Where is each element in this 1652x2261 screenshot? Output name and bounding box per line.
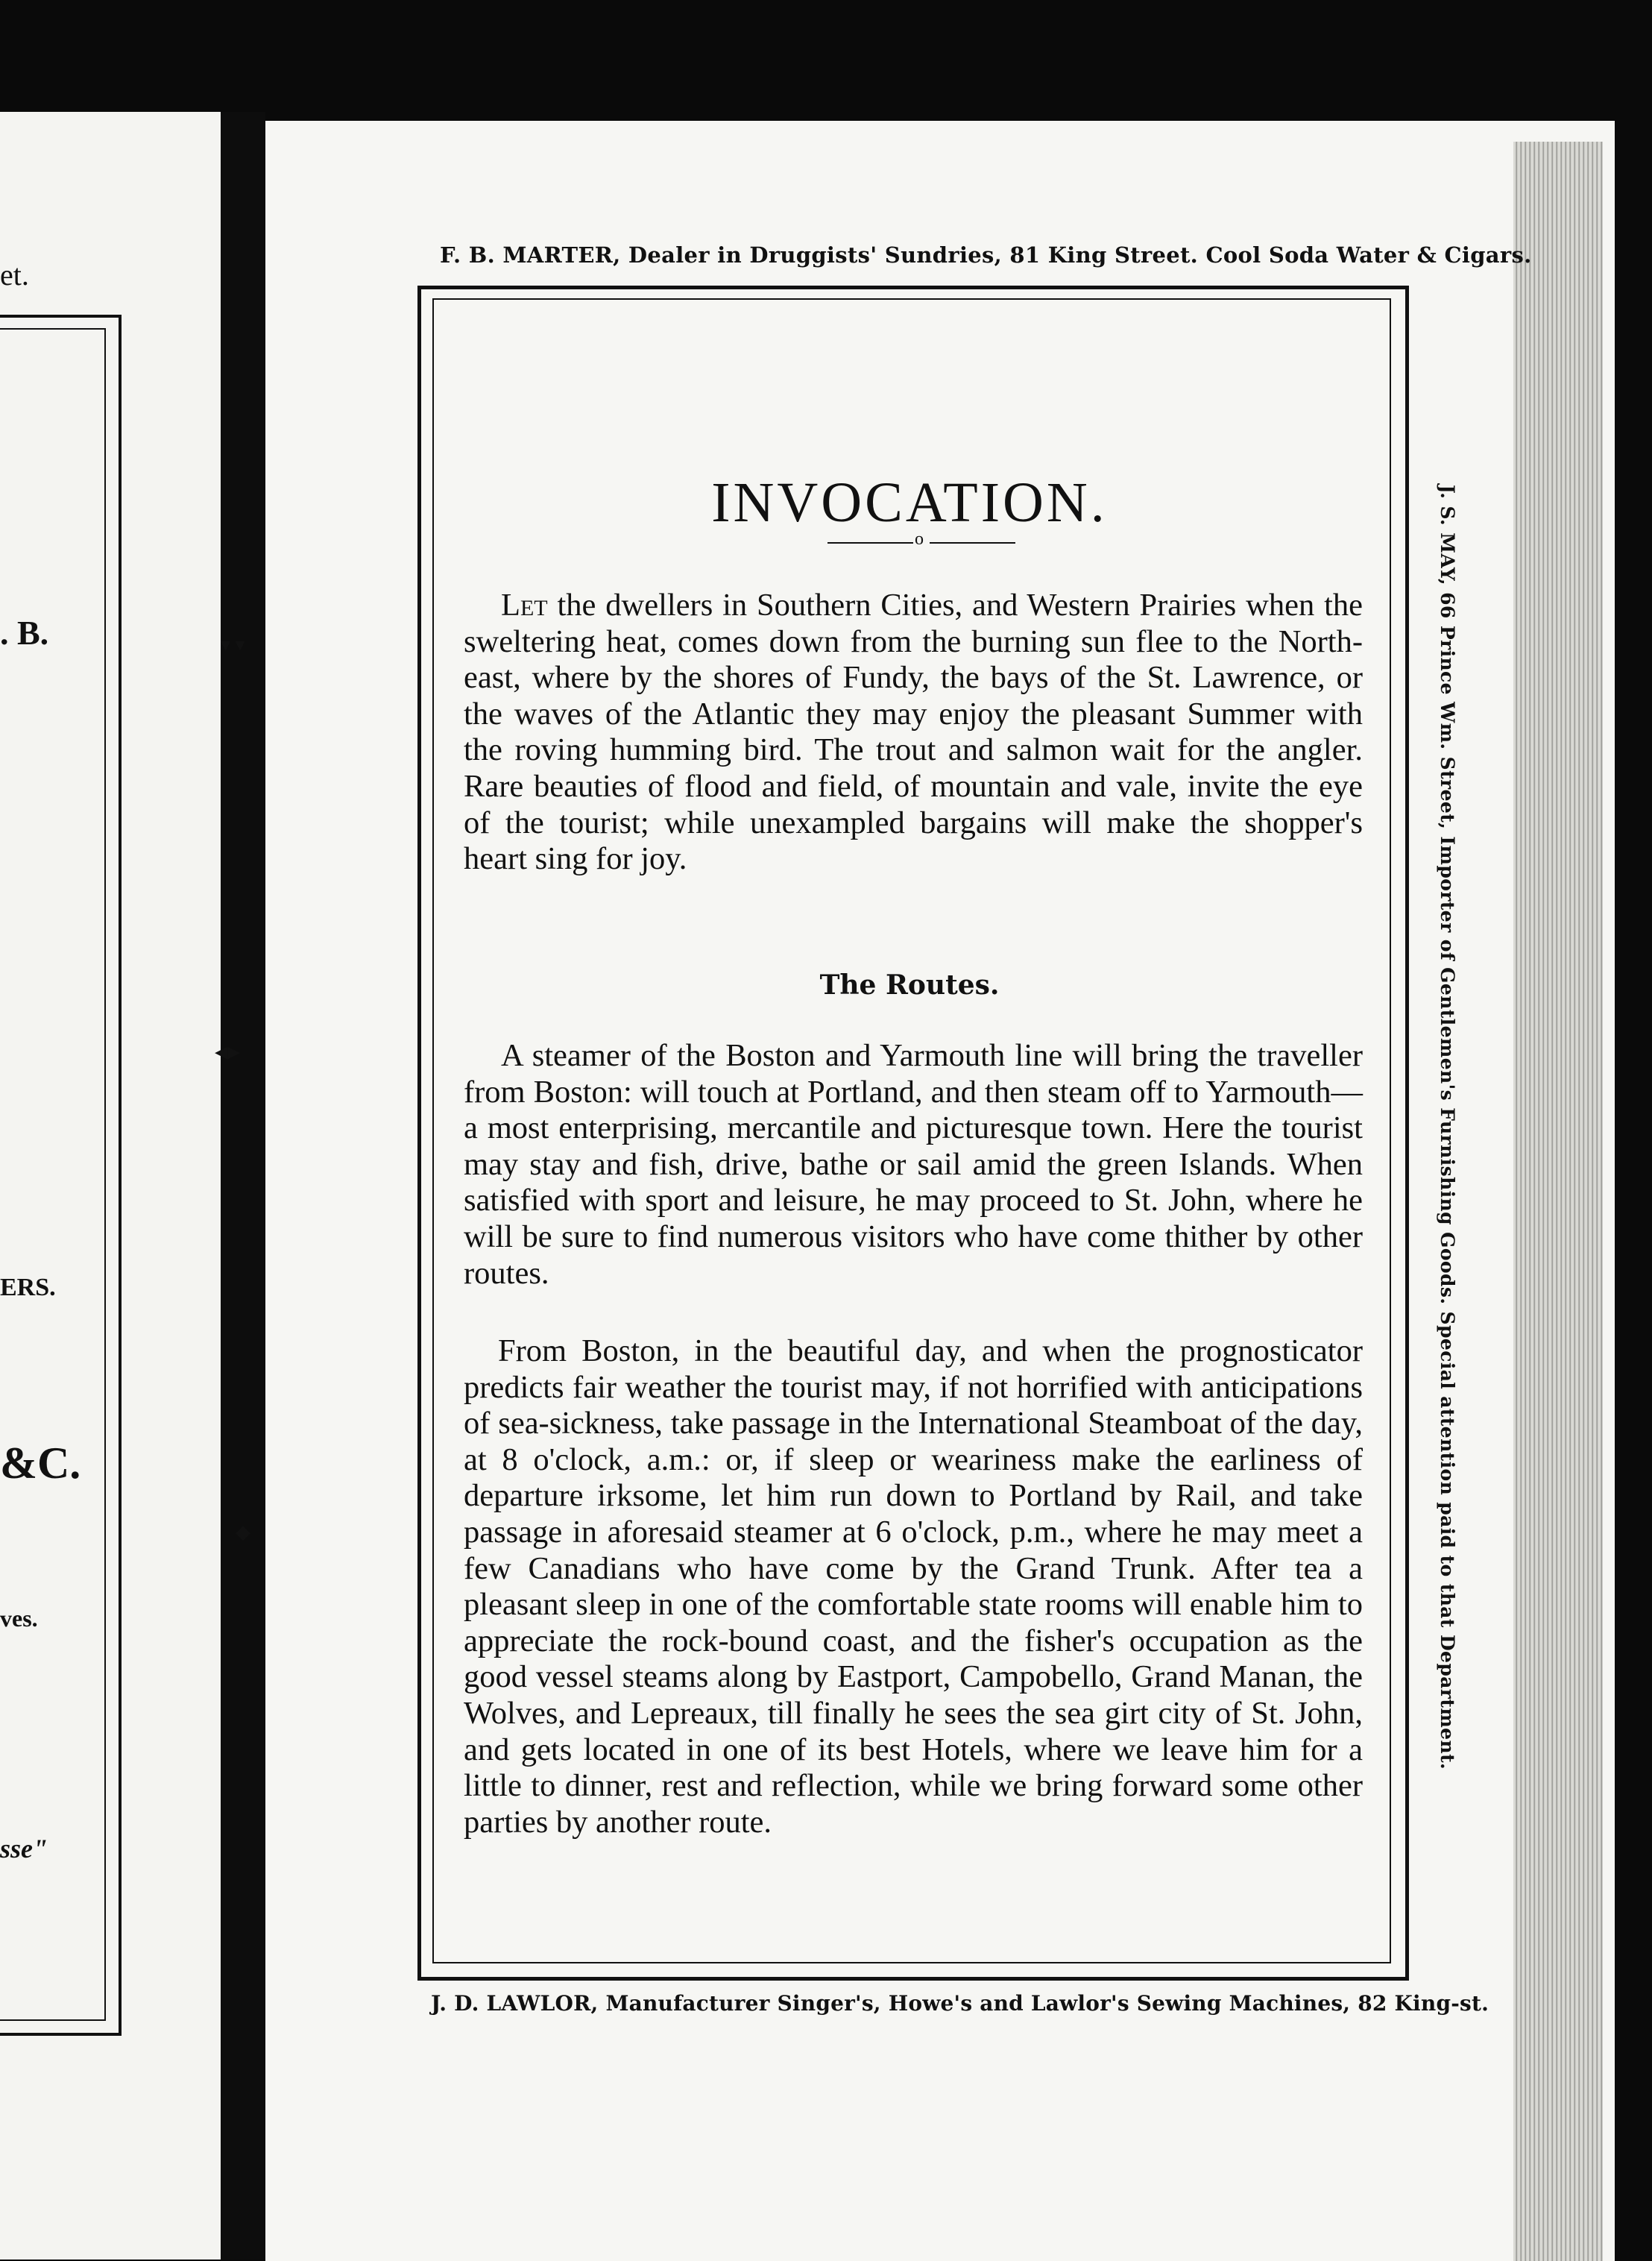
routes-paragraph-2: From Boston, in the beautiful day, and when the prognosticator predicts fair weather the tourist may, if not horrified with anticipations of sea-sickness, take passage in the International Steamboat of the day, at 8 o'clock, a.m.: or, if sleep or weariness make the earliness of departure irksome, let him run down to Portland by Rail, and take passage in aforesaid steamer at 6 o'clock, p.m., where he may meet a few Canadians who have come by the Grand Trunk. After tea a pleasant sleep in one of the comfortable state rooms will enable him to appreciate the rock-bound coast, and the fisher's occupation as the good vessel steams along by Eastport, Campobello, Grand Manan, the Wolves, and Lepreaux, till finally he sees the sea girt city of St. John, and gets located in one of its best Hotels, where we leave him for a little to dinner, rest and reflection, while we bring forward some other parties by another route. bbox=[464, 1333, 1363, 1840]
footer-advertisement: J. D. LAWLOR, Manufacturer Singer's, Howe's and Lawlor's Sewing Machines, 82 King-st. bbox=[431, 1991, 1489, 2016]
intro-paragraph bbox=[464, 588, 1363, 878]
side-advertisement bbox=[1431, 485, 1461, 1805]
article-title: INVOCATION. bbox=[711, 471, 1108, 534]
gutter-dot-icon: ◆ bbox=[236, 1521, 250, 1543]
left-fragment-2: . B. bbox=[0, 614, 49, 652]
left-fragment-3: ERS. bbox=[0, 1274, 56, 1301]
left-facing-page bbox=[0, 112, 221, 2260]
gutter-mark-icon: ▾ ▾ bbox=[221, 634, 245, 655]
left-fragment-4: &C. bbox=[0, 1438, 81, 1488]
divider-rule-right bbox=[930, 542, 1015, 544]
left-fragment-1: et. bbox=[0, 258, 29, 292]
divider-rule-left bbox=[827, 542, 913, 544]
header-advertisement: F. B. MARTER, Dealer in Druggists' Sundries, 81 King Street. Cool Soda Water & Cigars. bbox=[440, 242, 1532, 268]
left-fragment-5: ves. bbox=[0, 1605, 38, 1632]
gutter-arrow-icon: ◂▸ bbox=[215, 1038, 241, 1066]
page-edge-texture bbox=[1513, 142, 1603, 2261]
intro-first-word: Let bbox=[501, 588, 548, 623]
book-gutter bbox=[215, 112, 265, 2260]
title-divider bbox=[827, 531, 1015, 553]
routes-heading: The Routes. bbox=[819, 969, 1000, 1001]
side-advertisement-text: J. S. MAY, 66 Prince Wm. Street, Importer of Gentlemen's Furnishing Goods. Special attention paid to that Department. bbox=[1437, 485, 1458, 1770]
routes-paragraph-1: A steamer of the Boston and Yarmouth line will bring the traveller from Boston: will touch at Portland, and then steam off to Yarmouth—a most enterprising, mercantile and picturesque town. Here the tourist may stay and fish, drive, bathe or sail amid the green Islands. When satisfied with sport and leisure, he may proceed to St. John, where he will be sure to find numerous visitors who have come thither by other routes. bbox=[464, 1038, 1363, 1291]
divider-ornament: o bbox=[915, 529, 924, 549]
left-fragment-6: sse" bbox=[0, 1834, 48, 1864]
left-page-border-inner bbox=[0, 328, 106, 2021]
intro-text: the dwellers in Southern Cities, and Western Prairies when the sweltering heat, comes down from the burning sun flee to the North-east, where by the shores of Fundy, the bays of the St. Lawrence, or the waves of the Atlantic they may enjoy the pleasant Summer with the roving humming bird. The trout and salmon wait for the angler. Rare beauties of flood and field, of mountain and vale, invite the eye of the tourist; while unexampled bargains will make the shopper's heart sing for joy. bbox=[464, 588, 1363, 877]
